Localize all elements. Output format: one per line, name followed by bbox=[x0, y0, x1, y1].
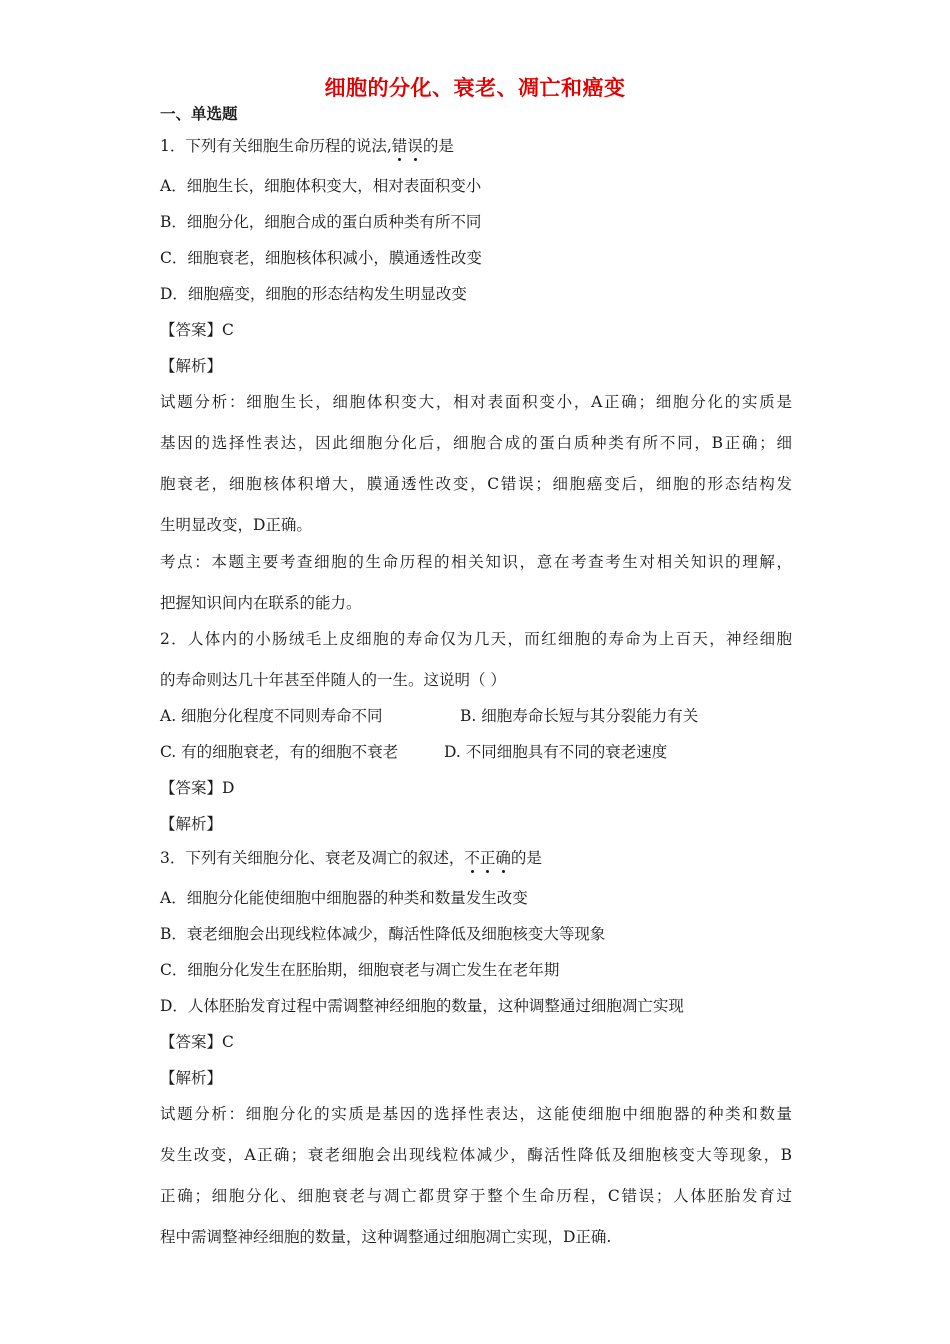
question-1-option-c: C．细胞衰老，细胞核体积减小，膜通透性改变 bbox=[160, 249, 482, 267]
question-2-stem-line: 2．人体内的小肠绒毛上皮细胞的寿命仅为几天，而红细胞的寿命为上百天，神经细胞 bbox=[160, 630, 792, 648]
question-2-option-d: D. 不同细胞具有不同的衰老速度 bbox=[444, 743, 668, 761]
question-3-analysis-line: 发生改变，A正确；衰老细胞会出现线粒体减少，酶活性降低及细胞核变大等现象，B bbox=[160, 1146, 792, 1164]
emphasis-char: 不 bbox=[464, 849, 480, 867]
question-3-analysis-line: 程中需调整神经细胞的数量，这种调整通过细胞凋亡实现，D正确. bbox=[160, 1228, 612, 1246]
question-3-option-c: C．细胞分化发生在胚胎期，细胞衰老与凋亡发生在老年期 bbox=[160, 961, 560, 979]
question-2-option-b: B. 细胞寿命长短与其分裂能力有关 bbox=[460, 707, 699, 725]
question-2-answer: 【答案】D bbox=[160, 779, 235, 797]
question-1-kaodian-line: 考点：本题主要考查细胞的生命历程的相关知识，意在考查考生对相关知识的理解， bbox=[160, 553, 792, 571]
question-1-analysis-line: 生明显改变，D正确。 bbox=[160, 516, 312, 534]
question-1-option-a: A．细胞生长，细胞体积变大，相对表面积变小 bbox=[160, 177, 482, 195]
question-2-analysis-label: 【解析】 bbox=[160, 815, 223, 833]
emphasis-char: 误 bbox=[407, 137, 423, 155]
page-title: 细胞的分化、衰老、凋亡和癌变 bbox=[324, 75, 626, 100]
question-2-option-a: A. 细胞分化程度不同则寿命不同 bbox=[160, 707, 383, 725]
question-1-analysis-label: 【解析】 bbox=[160, 357, 223, 375]
question-1-stem: 1．下列有关细胞生命历程的说法,错误的是 bbox=[160, 137, 454, 155]
question-1-kaodian-line: 把握知识间内在联系的能力。 bbox=[160, 594, 362, 612]
question-3-analysis-line: 试题分析：细胞分化的实质是基因的选择性表达，这能使细胞中细胞器的种类和数量 bbox=[160, 1105, 792, 1123]
question-3-option-a: A．细胞分化能使细胞中细胞器的种类和数量发生改变 bbox=[160, 889, 528, 907]
emphasis-char: 正 bbox=[479, 849, 496, 867]
question-3-analysis-line: 正确；细胞分化、细胞衰老与凋亡都贯穿于整个生命历程，C错误；人体胚胎发育过 bbox=[160, 1187, 792, 1205]
question-2-stem-line: 的寿命则达几十年甚至伴随人的一生。这说明（ ） bbox=[160, 671, 506, 689]
emphasis-char: 错 bbox=[391, 137, 408, 155]
question-1-analysis-line: 试题分析：细胞生长，细胞体积变大，相对表面积变小，A正确；细胞分化的实质是 bbox=[160, 393, 792, 411]
question-1-answer: 【答案】C bbox=[160, 321, 234, 339]
question-3-analysis-label: 【解析】 bbox=[160, 1069, 223, 1087]
question-1-analysis-line: 胞衰老，细胞核体积增大，膜通透性改变，C错误；细胞癌变后，细胞的形态结构发 bbox=[160, 475, 792, 493]
question-1-option-b: B．细胞分化，细胞合成的蛋白质种类有所不同 bbox=[160, 213, 482, 231]
emphasis-char: 确 bbox=[495, 849, 511, 867]
question-1-analysis-line: 基因的选择性表达，因此细胞分化后，细胞合成的蛋白质种类有所不同，B正确；细 bbox=[160, 434, 792, 452]
question-3-option-d: D．人体胚胎发育过程中需调整神经细胞的数量，这种调整通过细胞凋亡实现 bbox=[160, 997, 684, 1015]
question-3-stem: 3．下列有关细胞分化、衰老及凋亡的叙述，不正确的是 bbox=[160, 849, 542, 867]
question-3-answer: 【答案】C bbox=[160, 1033, 234, 1051]
question-1-option-d: D．细胞癌变，细胞的形态结构发生明显改变 bbox=[160, 285, 467, 303]
question-2-option-c: C. 有的细胞衰老，有的细胞不衰老 bbox=[160, 743, 399, 761]
section-heading: 一、单选题 bbox=[160, 104, 238, 123]
question-3-option-b: B．衰老细胞会出现线粒体减少，酶活性降低及细胞核变大等现象 bbox=[160, 925, 606, 943]
